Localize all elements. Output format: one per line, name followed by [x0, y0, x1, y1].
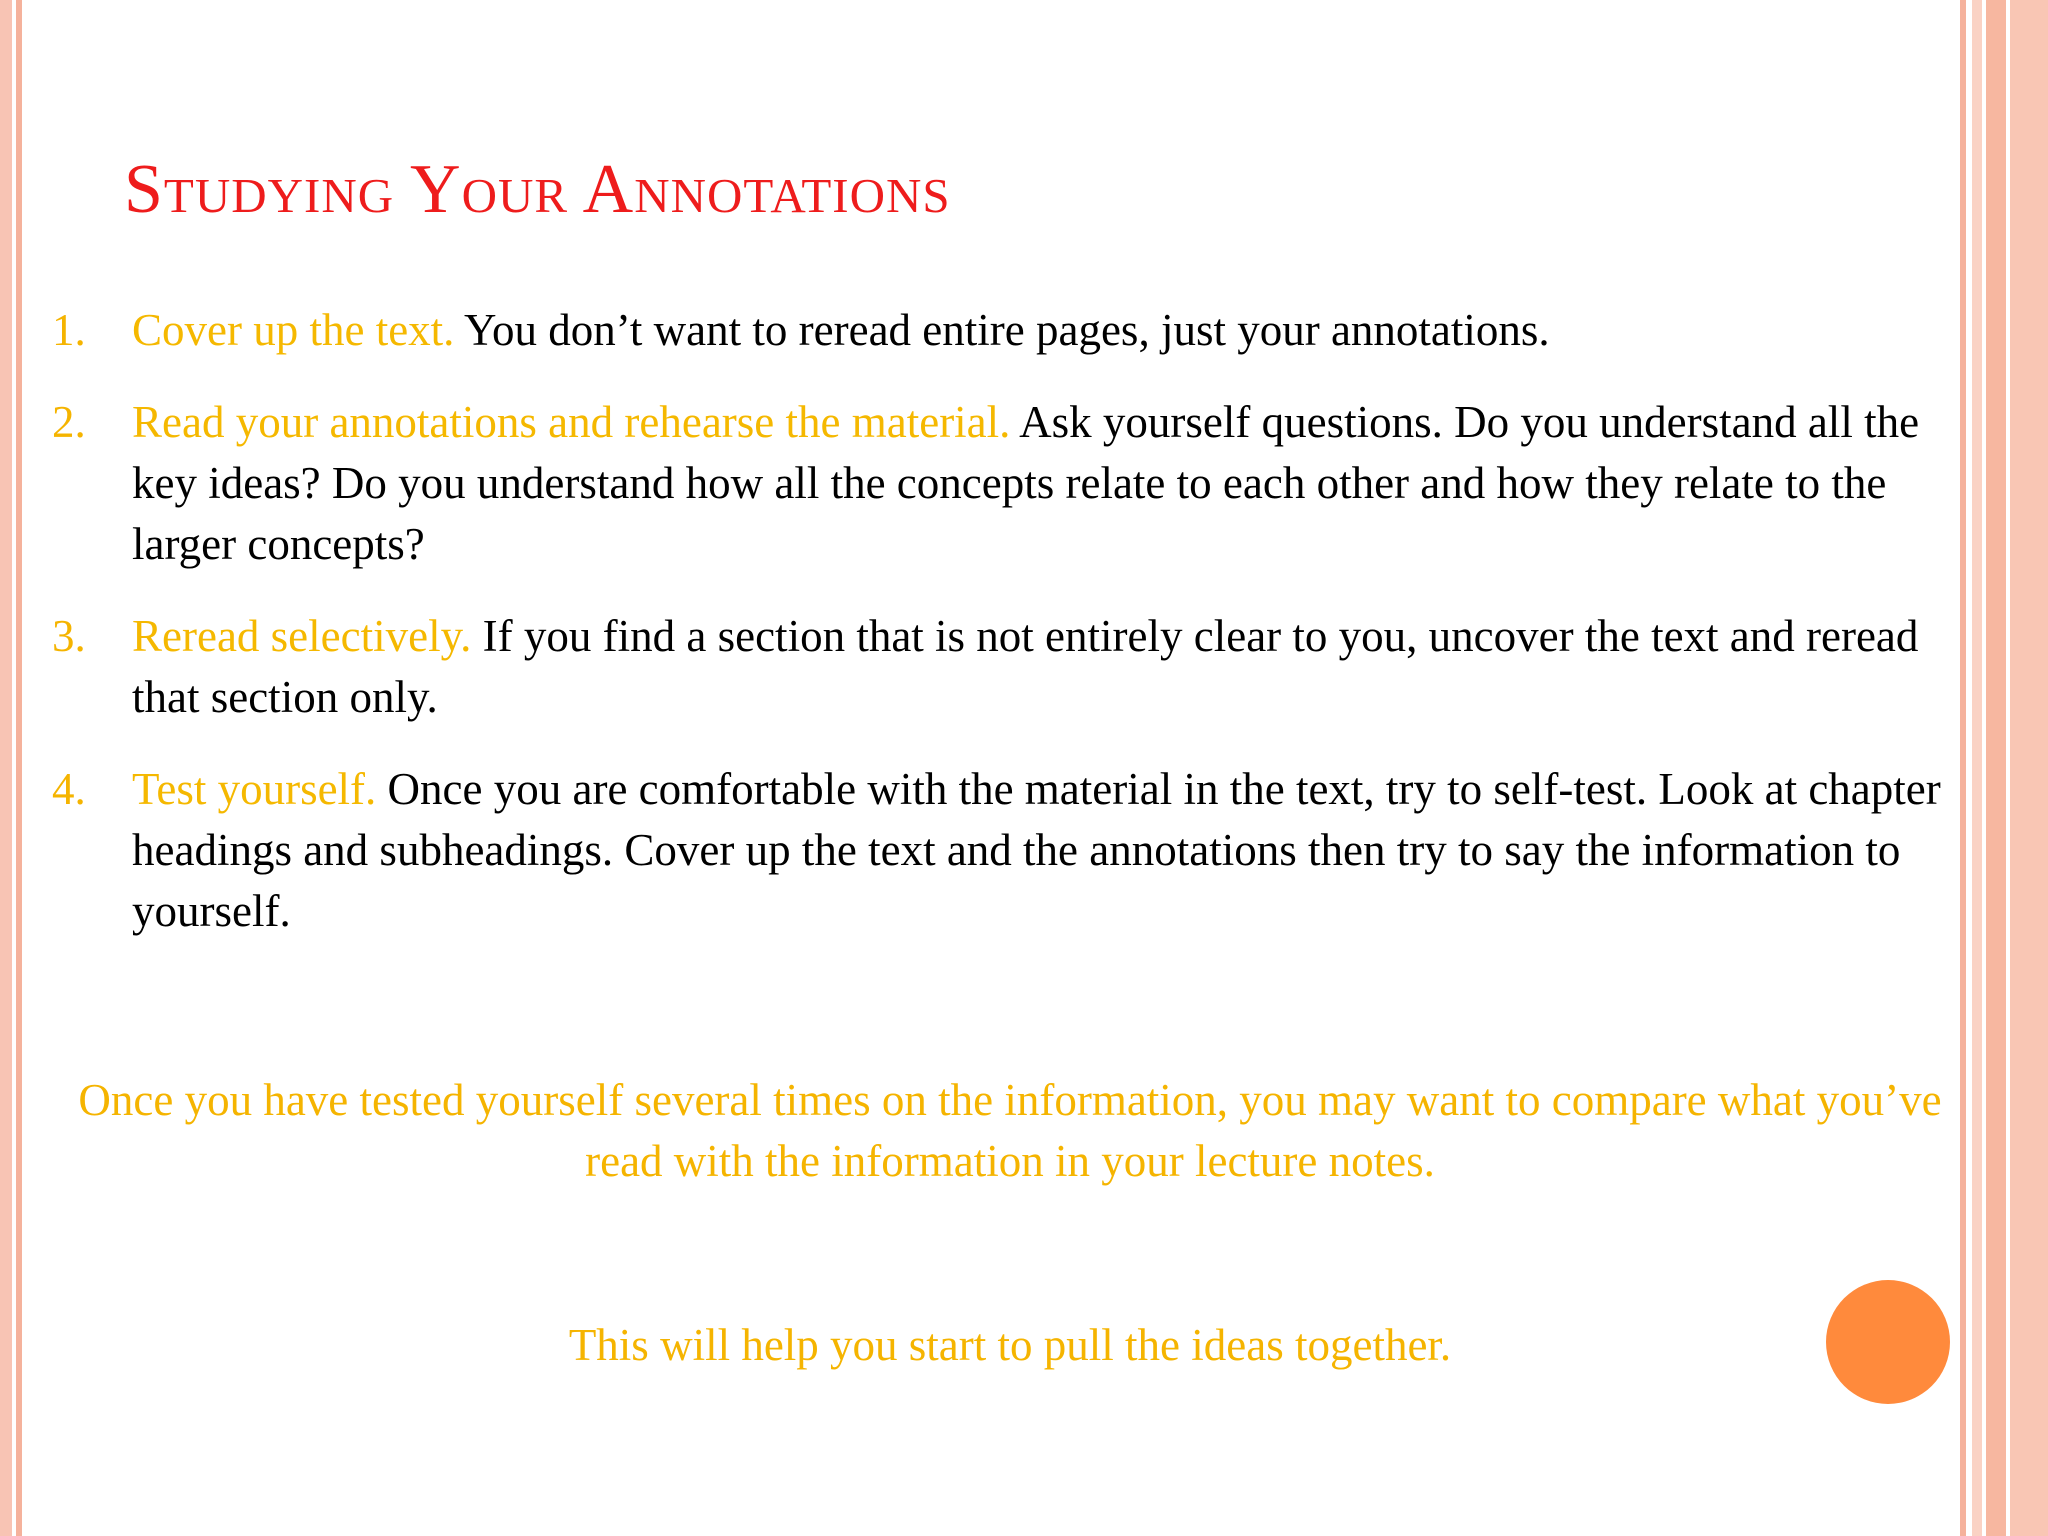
list-item [52, 392, 1962, 575]
item-number: 3. [52, 611, 86, 661]
item-body: Ask yourself questions. Do you understand all the key ideas? Do you understand how all the concepts relate to each other and how they relate to the larger concepts? [132, 397, 1920, 569]
left-border-stripe-inner [16, 0, 22, 1536]
list-item [52, 759, 1962, 942]
steps-list [52, 300, 1962, 973]
item-number: 1. [52, 305, 86, 355]
item-lead: Cover up the text. [132, 305, 455, 355]
list-item [52, 606, 1962, 728]
right-border-stripe-outer [2010, 0, 2048, 1536]
list-item [52, 300, 1962, 361]
item-body: If you find a section that is not entirely clear to you, uncover the text and reread that section only. [132, 611, 1919, 722]
item-number: 2. [52, 397, 86, 447]
right-border-stripe [1986, 0, 2006, 1536]
item-body: Once you are comfortable with the material in the text, try to self-test. Look at chapter headings and subheadings. Cover up the text and the annotations then try to say the information to yourself. [132, 764, 1941, 936]
orange-circle-decoration [1826, 1280, 1950, 1404]
left-border-stripe [0, 0, 12, 1536]
item-number: 4. [52, 764, 86, 814]
item-lead: Read your annotations and rehearse the material. [132, 397, 1011, 447]
item-body: You don’t want to reread entire pages, just your annotations. [454, 305, 1550, 355]
closing-note: Once you have tested yourself several times on the information, you may want to compare what you’ve read with the information in your lecture notes. [78, 1075, 1942, 1186]
closing-summary: This will help you start to pull the ideas together. [568, 1320, 1452, 1370]
slide-title: Studying Your Annotations [124, 151, 951, 228]
right-border-stripe-light [1972, 0, 1982, 1536]
item-lead: Test yourself. [132, 764, 377, 814]
item-lead: Reread selectively. [132, 611, 472, 661]
